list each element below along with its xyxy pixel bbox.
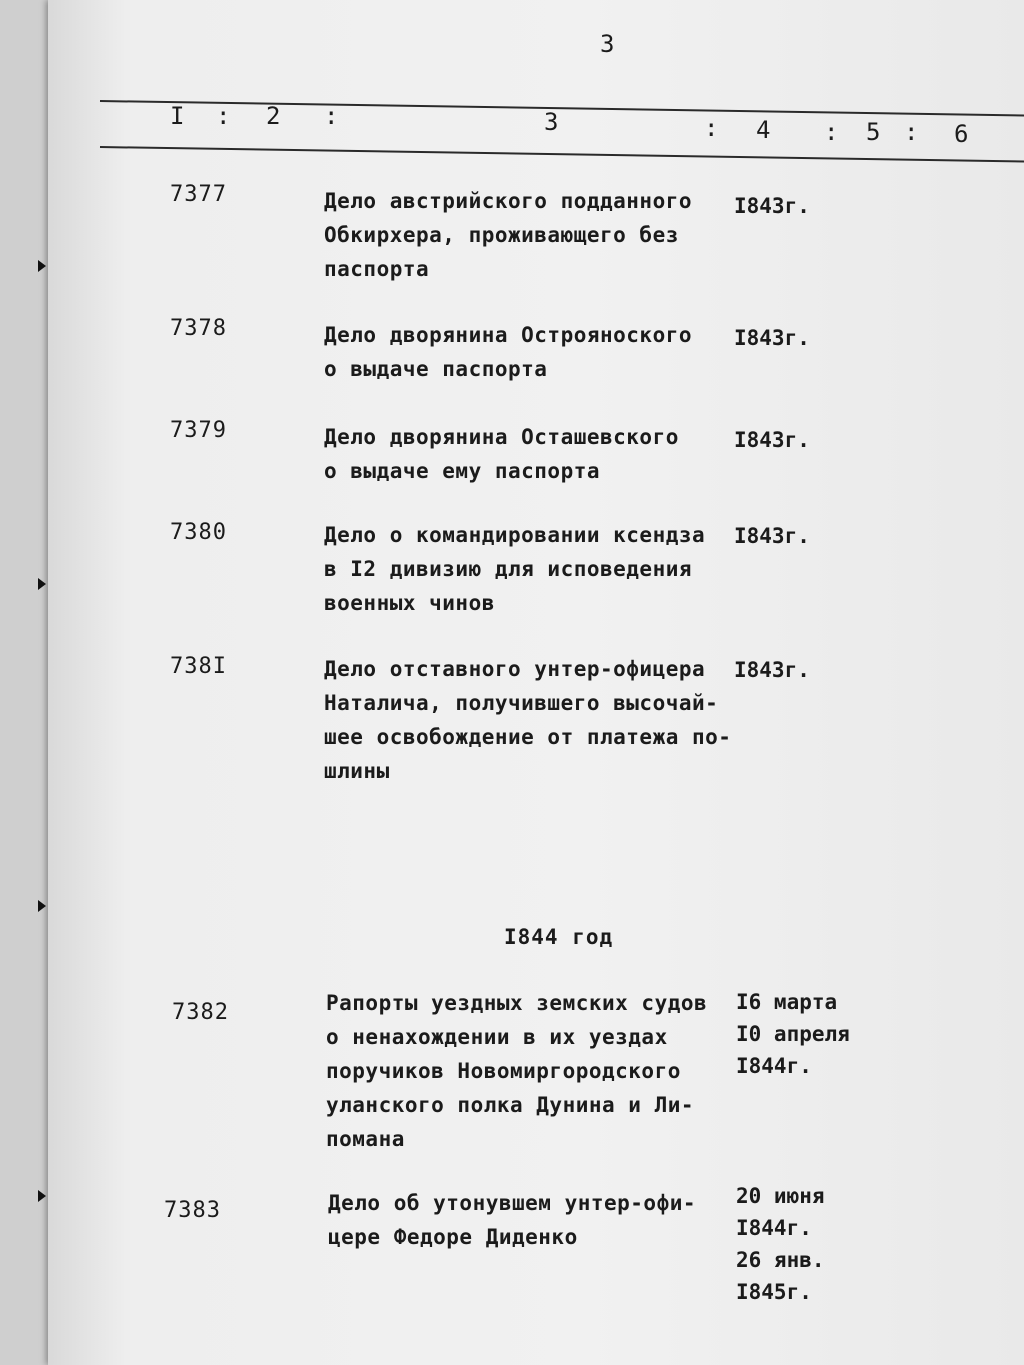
header-separator: : (704, 114, 721, 142)
binding-hole-mark (38, 578, 46, 590)
binding-hole-mark (38, 1190, 46, 1202)
header-separator: : (904, 118, 921, 146)
entry-date: I6 марта I0 апреля I844г. (736, 990, 850, 1078)
entry-date: I843г. (734, 326, 810, 350)
header-separator: : (216, 102, 233, 130)
entry-number: 7380 (170, 520, 227, 545)
entry-description: Дело отставного унтер-офицера Наталича, получившего высочай- шее освобождение от платежа по- шлины (324, 657, 732, 783)
entry-date: I843г. (734, 428, 810, 452)
entry-number: 7383 (164, 1198, 221, 1223)
document-page (48, 0, 1024, 1365)
entry-date: I843г. (734, 524, 810, 548)
entry-description: Рапорты уездных земских судов о ненахождении в их уездах поручиков Новомиргородского уланского полка Дунина и Ли- помана (326, 991, 708, 1151)
entry-date: I843г. (734, 194, 810, 218)
entry-date: I843г. (734, 658, 810, 682)
header-separator: : (324, 102, 341, 130)
entry-description: Дело дворянина Осташевского о выдаче ему паспорта (324, 425, 679, 483)
entry-number: 7379 (170, 418, 227, 443)
year-heading: I844 год (504, 925, 614, 949)
entry-description: Дело об утонувшем унтер-офи- цере Федоре Диденко (328, 1191, 697, 1249)
table-header-top-rule (100, 100, 1024, 117)
binding-hole-mark (38, 900, 46, 912)
entry-number: 7382 (172, 1000, 229, 1025)
binding-hole-mark (38, 260, 46, 272)
entry-number: 7377 (170, 182, 227, 207)
header-col-6: 6 (954, 120, 971, 148)
entry-description: Дело дворянина Острояноского о выдаче паспорта (324, 323, 693, 381)
table-header-bottom-rule (100, 146, 1024, 163)
entry-date: 20 июня I844г. 26 янв. I845г. (736, 1184, 825, 1304)
header-col-1: I (170, 102, 187, 130)
entry-number: 7378 (170, 316, 227, 341)
page-number: 3 (600, 30, 615, 58)
entry-description: Дело о командировании ксендза в I2 дивизию для исповедения военных чинов (324, 523, 706, 615)
header-col-2: 2 (266, 102, 283, 130)
header-separator: : (824, 118, 841, 146)
entry-number: 738I (170, 654, 227, 679)
header-col-3: 3 (544, 108, 561, 136)
entry-description: Дело австрийского подданного Обкирхера, проживающего без паспорта (324, 189, 693, 281)
header-col-4: 4 (756, 116, 773, 144)
header-col-5: 5 (866, 118, 883, 146)
